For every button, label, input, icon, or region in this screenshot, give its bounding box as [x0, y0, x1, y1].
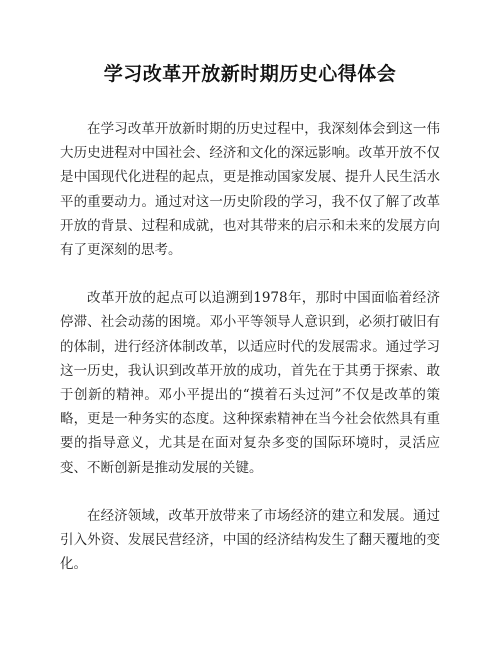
- paragraph-1: 在学习改革开放新时期的历史过程中，我深刻体会到这一伟大历史进程对中国社会、经济和文化的深远影响。改革开放不仅是中国现代化进程的起点，更是推动国家发展、提升人民生活水平的重要动力。通过对这一历史阶段的学习，我不仅了解了改革开放的背景、过程和成就，也对其带来的启示和未来的发展方向有了更深刻的思考。: [60, 121, 440, 259]
- document-title: 学习改革开放新时期历史心得体会: [103, 63, 397, 85]
- paragraph-2: 改革开放的起点可以追溯到1978年，那时中国面临着经济停滞、社会动荡的困境。邓小平等领导人意识到，必须打破旧有的体制，进行经济体制改革，以适应时代的发展需求。通过学习这一历史，我认识到改革开放的成功，首先在于其勇于探索、敢于创新的精神。邓小平提出的“摸着石头过河”不仅是改革的策略，更是一种务实的态度。这种探索精神在当今社会依然具有重要的指导意义，尤其是在面对复杂多变的国际环境时，灵活应变、不断创新是推动发展的关键。: [60, 290, 440, 476]
- paragraph-3: 在经济领域，改革开放带来了市场经济的建立和发展。通过引入外资、发展民营经济，中国的经济结构发生了翻天覆地的变化。: [60, 507, 440, 573]
- document-body: [60, 117, 440, 600]
